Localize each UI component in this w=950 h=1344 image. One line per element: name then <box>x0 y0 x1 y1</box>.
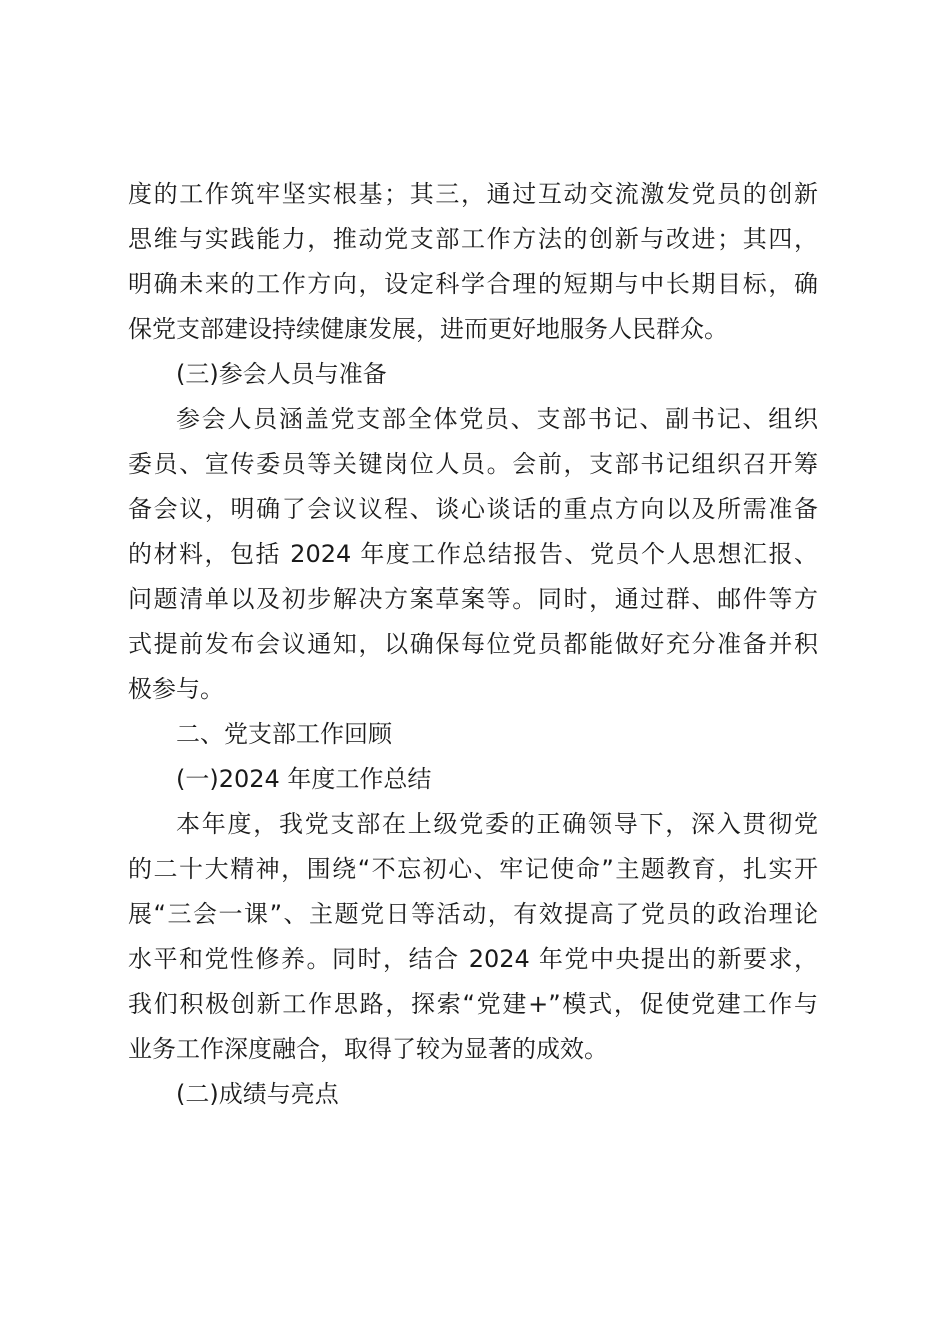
body-line: 水平和党性修养。同时，结合 2024 年党中央提出的新要求， <box>128 945 818 973</box>
body-line: 业务工作深度融合，取得了较为显著的成效。 <box>128 1035 608 1063</box>
body-line: 问题清单以及初步解决方案草案等。同时，通过群、邮件等方 <box>128 585 818 613</box>
body-line: 的材料，包括 2024 年度工作总结报告、党员个人思想汇报、 <box>128 540 818 568</box>
body-line: 展“三会一课”、主题党日等活动，有效提高了党员的政治理论 <box>128 900 818 928</box>
body-line: 式提前发布会议通知，以确保每位党员都能做好充分准备并积 <box>128 630 818 658</box>
section-heading: (三)参会人员与准备 <box>176 360 387 388</box>
body-line: 度的工作筑牢坚实根基；其三，通过互动交流激发党员的创新 <box>128 180 818 208</box>
body-line: 的二十大精神，围绕“不忘初心、牢记使命”主题教育，扎实开 <box>128 855 818 883</box>
section-heading: (二)成绩与亮点 <box>176 1080 339 1108</box>
body-line: 本年度，我党支部在上级党委的正确领导下，深入贯彻党 <box>176 810 818 838</box>
body-line: 保党支部建设持续健康发展，进而更好地服务人民群众。 <box>128 315 728 343</box>
body-line: 委员、宣传委员等关键岗位人员。会前，支部书记组织召开筹 <box>128 450 818 478</box>
body-line: 我们积极创新工作思路，探索“党建+”模式，促使党建工作与 <box>128 990 818 1018</box>
body-line: 参会人员涵盖党支部全体党员、支部书记、副书记、组织 <box>176 405 818 433</box>
body-line: 明确未来的工作方向，设定科学合理的短期与中长期目标，确 <box>128 270 818 298</box>
body-line: 极参与。 <box>128 675 224 703</box>
chapter-heading: 二、党支部工作回顾 <box>176 720 392 748</box>
section-heading: (一)2024 年度工作总结 <box>176 765 432 793</box>
document-body <box>128 172 818 1117</box>
body-line: 思维与实践能力，推动党支部工作方法的创新与改进；其四， <box>128 225 818 253</box>
body-line: 备会议，明确了会议议程、谈心谈话的重点方向以及所需准备 <box>128 495 818 523</box>
